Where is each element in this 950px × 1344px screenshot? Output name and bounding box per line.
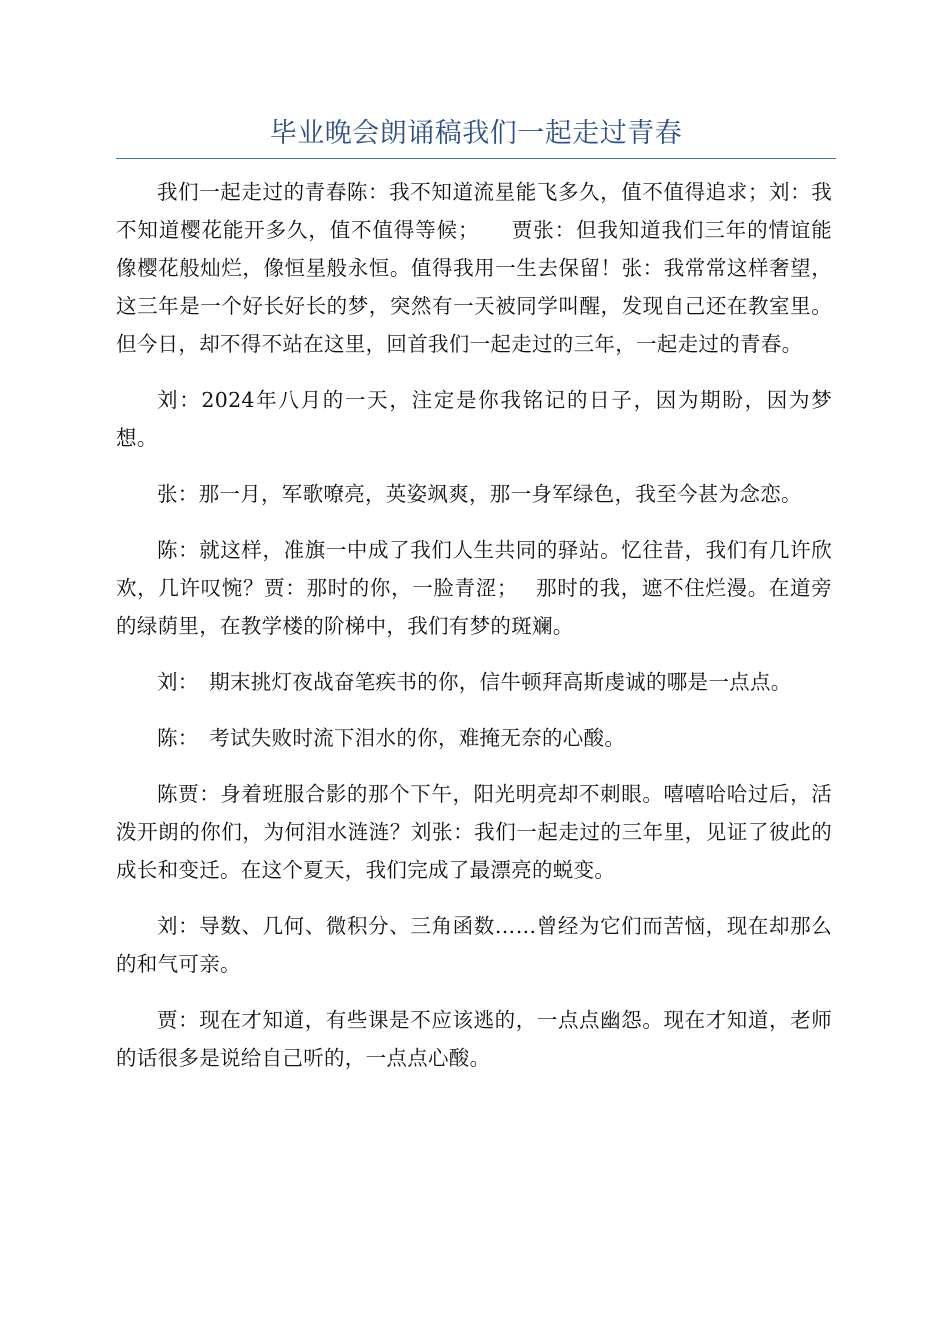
paragraph: 刘： 期末挑灯夜战奋笔疾书的你，信牛顿拜高斯虔诚的哪是一点点。 (157, 670, 792, 694)
paragraph: 陈：就这样，准旗一中成了我们人生共同的驿站。忆往昔，我们有几许欣欢，几许叹惋？贾：那时的你，一脸青涩； 那时的我，遮不住烂漫。在道旁的绿荫里，在教学楼的阶梯中，我们有梦的斑斓。 (116, 538, 832, 638)
paragraph: 陈： 考试失败时流下泪水的你，难掩无奈的心酸。 (157, 726, 626, 750)
paragraph: 刘：2024年八月的一天，注定是你我铭记的日子，因为期盼，因为梦想。 (116, 388, 832, 450)
paragraph: 刘：导数、几何、微积分、三角函数……曾经为它们而苦恼，现在却那么的和气可亲。 (116, 914, 832, 976)
document-body (116, 173, 832, 1095)
paragraph: 我们一起走过的青春陈：我不知道流星能飞多久，值不值得追求；刘：我不知道樱花能开多久，值不值得等候； 贾张：但我知道我们三年的情谊能像樱花般灿烂，像恒星般永恒。值得我用一生去保留！张：我常常这样奢望，这三年是一个好长好长的梦，突然有一天被同学叫醒，发现自己还在教室里。但今日，却不得不站在这里，回首我们一起走过的三年，一起走过的青春。 (116, 180, 832, 356)
document-title: 毕业晚会朗诵稿我们一起走过青春 (269, 118, 683, 149)
paragraph: 陈贾：身着班服合影的那个下午，阳光明亮却不刺眼。嘻嘻哈哈过后，活泼开朗的你们，为何泪水涟涟？刘张：我们一起走过的三年里，见证了彼此的成长和变迁。在这个夏天，我们完成了最漂亮的蜕变。 (116, 782, 832, 882)
paragraph: 贾：现在才知道，有些课是不应该逃的，一点点幽怨。现在才知道，老师的话很多是说给自己听的，一点点心酸。 (116, 1008, 832, 1070)
title-block (116, 112, 836, 159)
paragraph: 张：那一月，军歌嘹亮，英姿飒爽，那一身军绿色，我至今甚为念恋。 (157, 482, 802, 506)
